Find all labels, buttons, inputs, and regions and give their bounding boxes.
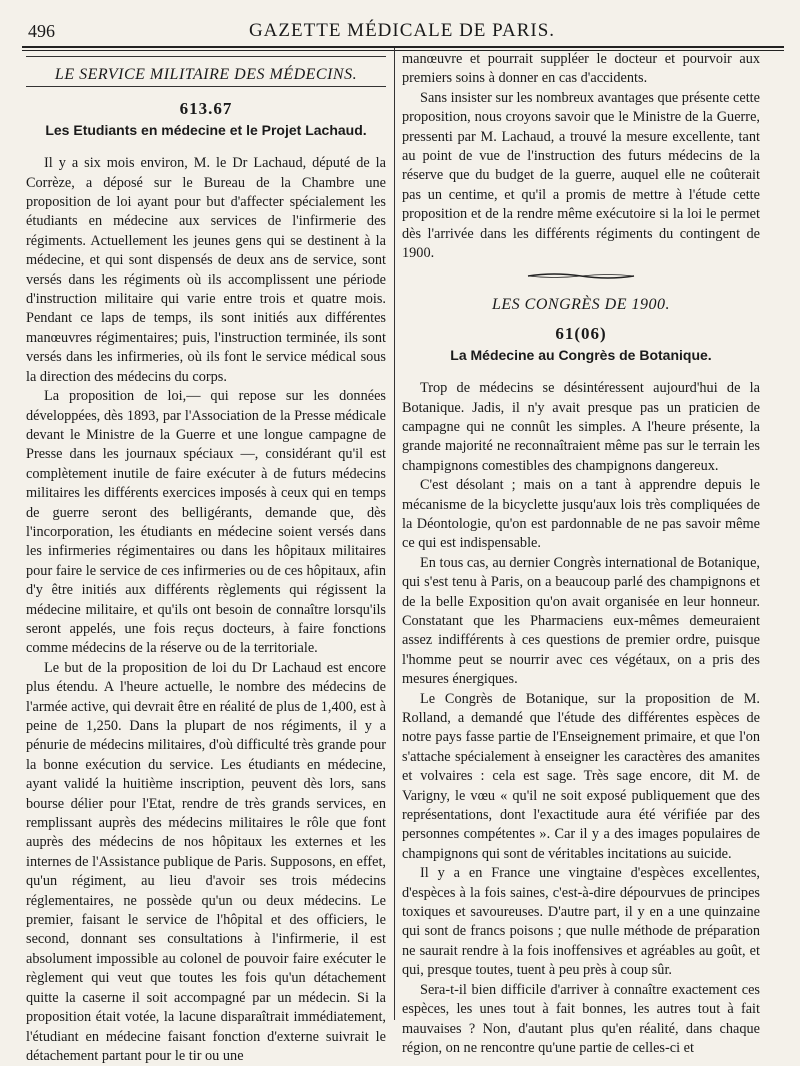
article-number: 613.67 bbox=[179, 99, 233, 119]
paragraph: Le but de la proposition de loi du Dr Lachaud est encore plus étendu. A l'heure actuelle, le nombre des médecins de l'armée active, qui devrait être en réalité de plus de 1,400, est à peine de 1,250. Dans la plupart de nos régiments, il y a pénurie de médecins militaires, d'où difficulté très grande pour la bonne exécution du service. Les étudiants en médecine, ayant validé la huitième inscription, peuvent dès lors, sans bourse délier pour l'Etat, rendre de très grands services, en remplissant auprès des médecins militaires le rôle que font auprès des médecins de nos hôpitaux les externes et les internes de l'Assistance publique de Paris. Supposons, en effet, qu'un régiment, au lieu d'avoir ses trois médecins réglementaires, ne possède qu'un ou deux médecins. Le premier, faisant le service de l'hôpital et des officiers, le second, donnant ses consultations à l'infirmerie, il est absolument impossible au colonel de pouvoir faire exécuter le règlement qui veut que toutes les fois qu'un détachement quitte la caserne il soit accompagné par un médecin. Si la proposition était votée, la lacune disparaîtrait immédiatement, l'étudiant en médecine faisant fonction d'externe suivrait le détachement partant pour le tir ou une bbox=[26, 659, 386, 1064]
paragraph: Trop de médecins se désintéressent aujourd'hui de la Botanique. Jadis, il n'y avait presque pas un praticien de campagne qui ne connût les simples. A l'heure présente, la grande majorité ne reconnaîtraient même pas sur le terrain les champignons comestibles des champignons dangereux. bbox=[402, 380, 760, 474]
ornament-divider bbox=[402, 267, 760, 286]
column-divider bbox=[394, 48, 395, 1020]
section-heading-box bbox=[26, 56, 386, 87]
journal-title: GAZETTE MÉDICALE DE PARIS. bbox=[248, 20, 556, 41]
paragraph: Il y a six mois environ, M. le Dr Lachaud, député de la Corrèze, a déposé sur le Bureau de la Chambre une proposition de loi ayant pour but d'affecter spécialement les étudiants en médecine aux services de l'infirmerie des régiments. Actuellement les jeunes gens qui se destinent à la médecine, et qui sont dispensés de deux ans de service, sont versés dans les régiments où ils accomplissent une période d'instruction militaire qui varie entre trois et quatre mois. Pendant ce laps de temps, ils sont initiés aux différentes manœuvres régimentaires; puis, l'instruction terminée, ils sont versés dans les infirmeries, où ils font le service médical sous la direction des médecins du corps. bbox=[26, 155, 386, 385]
page-header bbox=[22, 18, 782, 44]
paragraph: En tous cas, au dernier Congrès international de Botanique, qui s'est tenu à Paris, on a beaucoup parlé des champignons et de la belle Exposition qu'on avait organisée en leur honneur. Constatant que les Pharmaciens eux-mêmes demeuraient assez indifférents à ces questions de premier ordre, puisque l'homme peut se nourrir avec ces végétaux, on a pris des mesures énergiques. bbox=[402, 554, 760, 688]
paragraph: Sans insister sur les nombreux avantages que présente cette proposition, nous croyons savoir que le Ministre de la Guerre, pressenti par M. Lachaud, a trouvé la mesure excellente, tant au point de vue de l'instruction des futurs médecins de la réserve que du budget de la guerre, auquel elle ne coûterait pas un centime, et qu'il a promis de mettre à l'étude cette proposition et de la rendre même exécutoire si la loi le permet dès l'arrivée dans les différents régiments du contingent de 1900. bbox=[402, 89, 760, 262]
left-column bbox=[26, 56, 386, 1066]
paragraph: Le Congrès de Botanique, sur la proposition de M. Rolland, a demandé que l'étude des différentes espèces de notre pays fasse partie de l'Enseignement primaire, et que l'on s'attache spécialement à enseigner les caractères des amanites et volvaires : cela est sage. Très sage encore, dit M. de Varigny, le vœu « qu'il ne soit exposé publiquement que des représentations, dont l'exactitude aura été vérifiée par des personnes compétentes ». Car il y a des images populaires de champignons qui sont de véritables incitations au suicide. bbox=[402, 690, 760, 862]
ornament-icon bbox=[526, 272, 636, 280]
section-title: LE SERVICE MILITAIRE DES MÉDECINS. bbox=[54, 66, 358, 83]
paragraph: manœuvre et pourrait suppléer le docteur et pourvoir aux premiers soins à donner en cas d'accidents. bbox=[402, 51, 760, 87]
paragraph: Il y a en France une vingtaine d'espèces excellentes, d'espèces à la fois saines, c'est-à-dire dépourvues de principes toxiques et savoureuses. D'autre part, il y en a une quinzaine qui sont de francs poisons ; que nulle méthode de préparation ne saurait rendre à la fois inoffensives et agréables au goût, et qui, presque toutes, tuent à peu près à coup sûr. bbox=[402, 865, 760, 979]
header-rule bbox=[22, 46, 784, 48]
right-column bbox=[402, 50, 760, 1058]
paragraph: C'est désolant ; mais on a tant à apprendre depuis le mécanisme de la bicyclette jusqu'aux lois très compliquées de la Déontologie, qu'on est pardonnable de ne pas savoir même ce qui est indispensable. bbox=[402, 477, 760, 552]
paragraph: Sera-t-il bien difficile d'arriver à connaître exactement ces espèces, les unes tout à fait bonnes, les autres tout à fait mauvaises ? Non, d'autant plus qu'en réalité, dans chaque région, on ne rencontre qu'une partie de celles-ci et bbox=[402, 981, 760, 1056]
paragraph: La proposition de loi,— qui repose sur les données développées, dès 1893, par l'Association de la Presse médicale devant le Ministre de la Guerre et une longue campagne de Presse dans les journaux spéciaux —, considérant qu'il est complètement inutile de faire exécuter à de futurs médecins militaires les différents exercices imposés à ceux qui en temps de guerre seront des belligérants, demande que, dès l'incorporation, les étudiants en médecine soient versés dans les infirmeries régimentaires ou dans les hôpitaux militaires pour faire le service de ces infirmeries ou de ces hôpitaux, afin d'y être initiés aux différents règlements qui régissent la médecine militaire, et qu'ils ont besoin de connaître lorsqu'ils seront appelés, une fois reçus docteurs, à faire fonctions comme médecins de la réserve ou de la territoriale. bbox=[26, 388, 386, 657]
article-number: 61(06) bbox=[555, 324, 607, 344]
section-title: LES CONGRÈS DE 1900. bbox=[492, 295, 670, 313]
article-title: La Médecine au Congrès de Botanique. bbox=[450, 346, 712, 363]
article-title: Les Etudiants en médecine et le Projet Lachaud. bbox=[45, 121, 367, 138]
page-number: 496 bbox=[28, 21, 55, 41]
